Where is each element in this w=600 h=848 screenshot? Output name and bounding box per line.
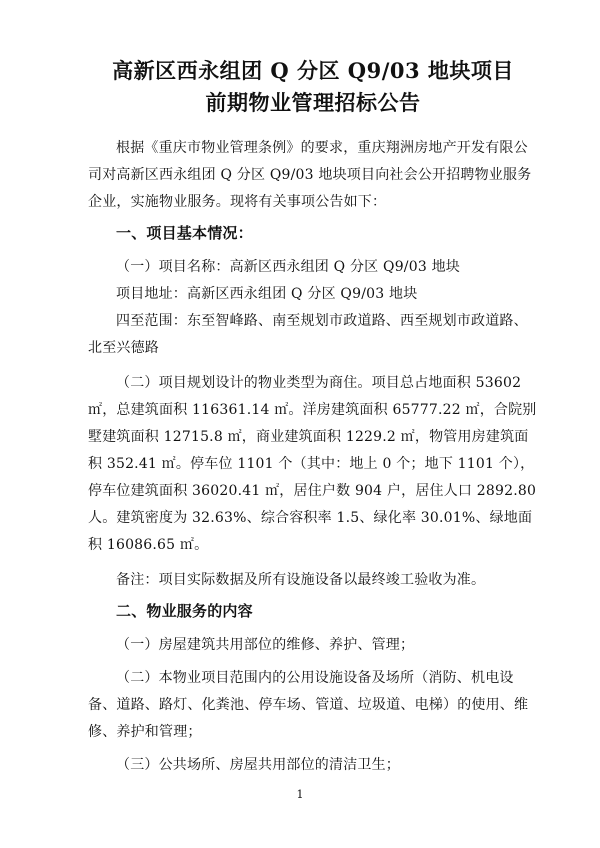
project-boundary: 四至范围：东至智峰路、南至规划市政道路、西至规划市政道路、北至兴德路 [88, 313, 528, 356]
service-item-3: （三）公共场所、房屋共用部位的清洁卫生； [116, 757, 400, 773]
remark-paragraph: 备注：项目实际数据及所有设施设备以最终竣工验收为准。 [116, 572, 486, 588]
service-item-2: （二）本物业项目范围内的公用设施设备及场所（消防、机电设备、道路、路灯、化粪池、停车场、管道、垃圾道、电梯）的使用、维修、养护和管理； [88, 670, 529, 740]
section2-heading: 二、物业服务的内容 [116, 602, 253, 620]
document-title-line1: 高新区西永组团 Q 分区 Q9/03 地块项目 [112, 58, 514, 83]
project-address: 项目地址：高新区西永组团 Q 分区 Q9/03 地块 [116, 286, 418, 302]
intro-paragraph: 根据《重庆市物业管理条例》的要求，重庆翔洲房地产开发有限公司对高新区西永组团 Q 分区 Q9/03 地块项目向社会公开招聘物业服务企业，实施物业服务。现将有关事项公告如下： [88, 140, 532, 210]
page-number: 1 [296, 788, 304, 801]
document-title-line2: 前期物业管理招标公告 [205, 90, 421, 115]
project-name: （一）项目名称：高新区西永组团 Q 分区 Q9/03 地块 [116, 259, 460, 275]
service-item-1: （一）房屋建筑共用部位的维修、养护、管理； [116, 637, 415, 653]
section1-heading: 一、项目基本情况： [116, 224, 253, 242]
project-design-paragraph: （二）项目规划设计的物业类型为商住。项目总占地面积 53602 ㎡，总建筑面积 116361.14 ㎡。洋房建筑面积 65777.22 ㎡，合院别墅建筑面积 12715.8 ㎡，商业建筑面积 1229.2 ㎡，物管用房建筑面积 352.41 ㎡。停车位 1101 个（其中：地上 0 个；地下 1101 个），停车位建筑面积 36020.41 ㎡，居住户数 904 户，居住人口 2892.80 人。建筑密度为 32.63%、综合容积率 1.5、绿化率 30.01%、绿地面积 16086.65 ㎡。 [88, 375, 537, 553]
